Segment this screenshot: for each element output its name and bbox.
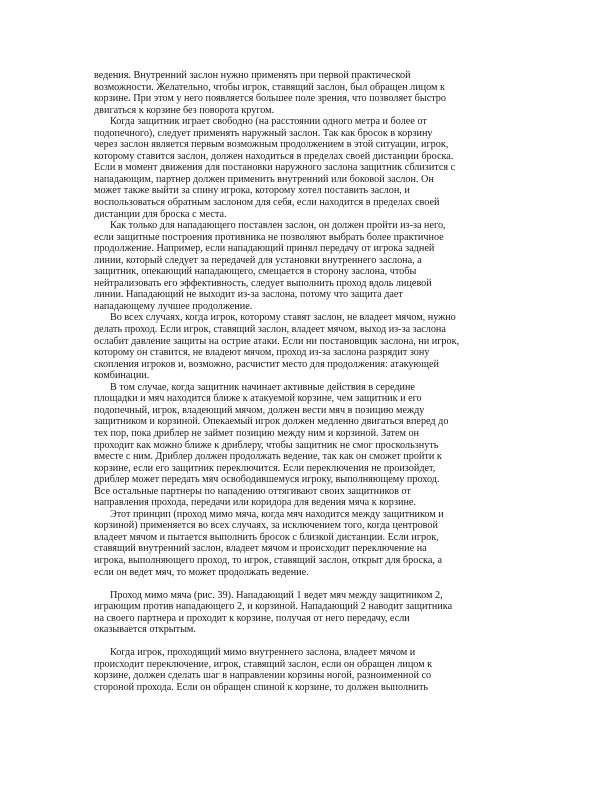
text-line: которому ставится заслон, должен находиться в пределах своей дистанции броска. bbox=[94, 150, 454, 162]
text-line: площадки и мяч находится ближе к атакуемой корзине, чем защитник и его bbox=[94, 393, 422, 405]
paragraph bbox=[94, 382, 524, 509]
text-line: подопечный, игрок, владеющий мячом, должен вести мяч в позицию между bbox=[94, 404, 425, 416]
text-line: ведения. Внутренний заслон нужно применять при первой практической bbox=[94, 70, 411, 81]
paragraph bbox=[94, 590, 524, 636]
paragraph bbox=[94, 647, 524, 693]
paragraph bbox=[94, 312, 524, 381]
text-line: ослабит давление защиты на острие атаки. Если ни постановщик заслона, ни игрок, bbox=[94, 335, 460, 347]
text-line: Если в момент движения для постановки наружного заслона защитник сблизится с bbox=[94, 162, 456, 174]
text-line: Когда защитник играет свободно (на расстоянии одного метра и более от bbox=[110, 116, 427, 128]
text-line: Проход мимо мяча (рис. 39). Нападающий 1 ведет мяч между защитником 2, bbox=[110, 589, 443, 601]
text-line: нейтрализовать его эффективность, следует выполнить проход вдоль лицевой bbox=[94, 277, 432, 289]
text-line: через заслон является первым возможным продолжением в этой ситуации, игрок, bbox=[94, 139, 449, 151]
paragraph bbox=[94, 509, 524, 578]
text-line: комбинации. bbox=[94, 370, 150, 382]
text-line: возможности. Желательно, чтобы игрок, ставящий заслон, был обращен лицом к bbox=[94, 81, 445, 93]
paragraph bbox=[94, 220, 524, 312]
text-line: корзиной) применяется во всех случаях, за исключением того, когда центровой bbox=[94, 520, 438, 532]
text-line: Все остальные партнеры по нападению оттягивают своих защитников от bbox=[94, 485, 411, 497]
text-line: нападающему лучшее продолжение. bbox=[94, 300, 253, 312]
text-line: направления прохода, передачи или коридора для ведения мяча к корзине. bbox=[94, 497, 416, 509]
text-line: линии. Нападающий не выходит из-за заслона, потому что защита дает bbox=[94, 289, 403, 301]
paragraph-spacer bbox=[94, 578, 524, 590]
text-line: подопечного), следует применять наружный заслон. Так как бросок в корзину bbox=[94, 127, 433, 139]
text-line: скопления игроков и, возможно, расчистит место для продолжения: атакующей bbox=[94, 358, 439, 370]
text-line: Как только для нападающего поставлен заслон, он должен пройти из-за него, bbox=[110, 220, 446, 232]
text-line: продолжение. Например, если нападающий принял передачу от игрока задней bbox=[94, 243, 435, 255]
text-line: двигаться к корзине без поворота кругом. bbox=[94, 104, 275, 116]
text-line: оказывается открытым. bbox=[94, 624, 196, 636]
text-line: если он ведет мяч, то может продолжать ведение. bbox=[94, 566, 309, 578]
text-line: тех пор, пока дриблер не займет позицию между ним и корзиной. Затем он bbox=[94, 427, 420, 439]
text-line: стороной прохода. Если он обращен спиной к корзине, то должен выполнить bbox=[94, 681, 429, 693]
text-line: если защитные построения противника не позволяют выбрать более практичное bbox=[94, 231, 444, 243]
text-line: владеет мячом и пытается выполнить бросок с близкой дистанции. Если игрок, bbox=[94, 531, 439, 543]
text-line: может также выйти за спину игрока, которому хотел поставить заслон, и bbox=[94, 185, 410, 197]
paragraph bbox=[94, 116, 524, 220]
body-text bbox=[94, 70, 524, 693]
text-line: нападающим, партнер должен применить внутренний или боковой заслон. Он bbox=[94, 173, 434, 185]
text-line: Этот принцип (проход мимо мяча, когда мяч находится между защитником и bbox=[110, 508, 444, 520]
text-line: корзине, должен сделать шаг в направлении корзины ногой, разноименной со bbox=[94, 670, 432, 682]
text-line: корзине, если его защитник переключится. Если переключения не произойдет, bbox=[94, 462, 436, 474]
text-line: проходит как можно ближе к дриблеру, чтобы защитник не смог проскользнуть bbox=[94, 439, 439, 451]
text-line: дистанции для броска с места. bbox=[94, 208, 227, 220]
text-line: В том случае, когда защитник начинает активные действия в середине bbox=[110, 381, 415, 393]
text-line: которому он ставится, не владеют мячом, проход из-за заслона разрядит зону bbox=[94, 347, 430, 359]
text-line: ставящий внутренний заслон, владеет мячом и происходит переключение на bbox=[94, 543, 427, 555]
text-line: дриблер может передать мяч освободившемуся игроку, выполняющему проход. bbox=[94, 474, 440, 486]
text-line: воспользоваться обратным заслоном для себя, если находится в пределах своей bbox=[94, 197, 440, 209]
text-line: играющим против нападающего 2, и корзиной. Нападающий 2 наводит защитника bbox=[94, 601, 453, 613]
text-line: Во всех случаях, когда игрок, которому ставят заслон, не владеет мячом, нужно bbox=[110, 312, 456, 324]
text-line: делать проход. Если игрок, ставящий заслон, владеет мячом, выход из-за заслона bbox=[94, 324, 446, 336]
text-line: защитник, опекающий нападающего, смещается в сторону заслона, чтобы bbox=[94, 266, 417, 278]
text-line: Когда игрок, проходящий мимо внутреннего заслона, владеет мячом и bbox=[110, 647, 416, 659]
text-line: вместе с ним. Дриблер должен продолжать ведение, так как он сможет пройти к bbox=[94, 451, 442, 463]
paragraph bbox=[94, 70, 524, 116]
text-line: линии, который следует за передачей для установки внутреннего заслона, а bbox=[94, 254, 422, 266]
text-line: защитником и корзиной. Опекаемый игрок должен медленно двигаться вперед до bbox=[94, 416, 449, 428]
paragraph-spacer bbox=[94, 636, 524, 648]
text-line: на своего партнера и проходит к корзине, получая от него передачу, если bbox=[94, 612, 410, 624]
text-line: корзине. При этом у него появляется большее поле зрения, что позволяет быстро bbox=[94, 93, 446, 105]
text-line: игрока, выполняющего проход, то игрок, ставящий заслон, открыт для броска, а bbox=[94, 554, 442, 566]
text-line: происходит переключение, игрок, ставящий заслон, если он обращен лицом к bbox=[94, 658, 433, 670]
